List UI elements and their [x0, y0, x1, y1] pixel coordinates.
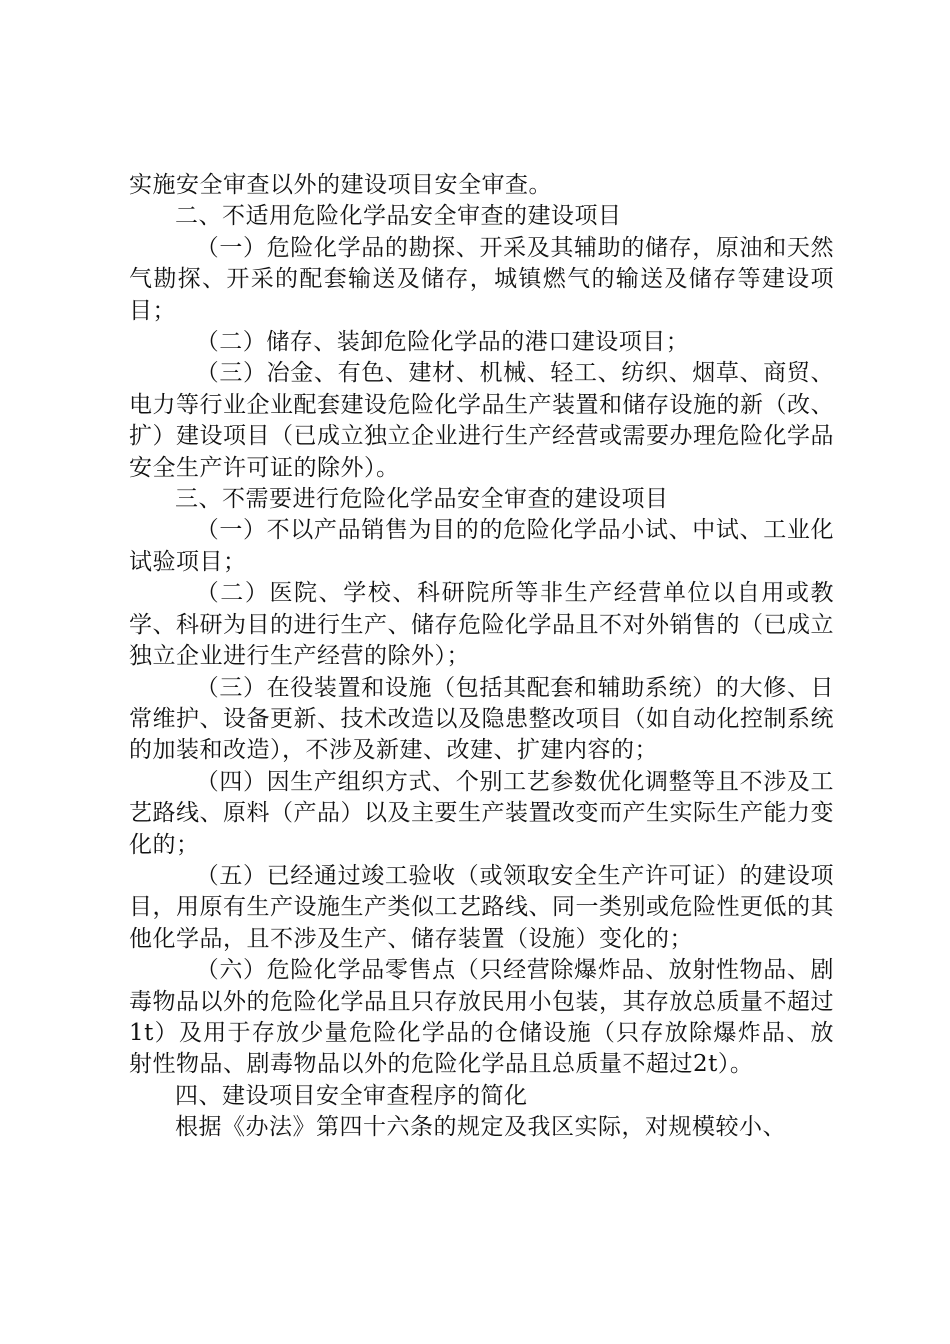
paragraph-4-body: 根据《办法》第四十六条的规定及我区实际，对规模较小、	[175, 1114, 786, 1141]
section-heading-4: 四、建设项目安全审查程序的简化	[175, 1082, 528, 1109]
list-item-2-3: （三）冶金、有色、建材、机械、轻工、纺织、烟草、商贸、电力等行业企业配套建设危险化学品生产装置和储存设施的新（改、扩）建设项目（已成立独立企业进行生产经营或需要办理危险化学品安全生产许可证的除外）。	[129, 360, 834, 481]
list-item-3-4: （四）因生产组织方式、个别工艺参数优化调整等且不涉及工艺路线、原料（产品）以及主要生产装置改变而产生实际生产能力变化的；	[129, 768, 834, 858]
list-item-3-6: （六）危险化学品零售点（只经营除爆炸品、放射性物品、剧毒物品以外的危险化学品且只存放民用小包装，其存放总质量不超过1t）及用于存放少量危险化学品的仓储设施（只存放除爆炸品、放射性物品、剧毒物品以外的危险化学品且总质量不超过2t）。	[129, 957, 834, 1078]
paragraph-1: 实施安全审查以外的建设项目安全审查。	[129, 172, 552, 198]
list-item-3-5: （五）已经通过竣工验收（或领取安全生产许可证）的建设项目，用原有生产设施生产类似工艺路线、同一类别或危险性更低的其他化学品，且不涉及生产、储存装置（设施）变化的；	[129, 862, 834, 952]
list-item-2-1: （一）危险化学品的勘探、开采及其辅助的储存，原油和天然气勘探、开采的配套输送及储存，城镇燃气的输送及储存等建设项目；	[129, 234, 834, 324]
list-item-2-2: （二）储存、装卸危险化学品的港口建设项目；	[195, 329, 690, 356]
list-item-3-3: （三）在役装置和设施（包括其配套和辅助系统）的大修、日常维护、设备更新、技术改造以及隐患整改项目（如自动化控制系统的加装和改造），不涉及新建、改建、扩建内容的；	[129, 674, 834, 764]
list-item-3-2: （二）医院、学校、科研院所等非生产经营单位以自用或教学、科研为目的进行生产、储存危险化学品且不对外销售的（已成立独立企业进行生产经营的除外）；	[129, 580, 834, 670]
section-heading-3: 三、不需要进行危险化学品安全审查的建设项目	[175, 486, 669, 513]
document-body	[129, 170, 834, 1144]
section-heading-2: 二、不适用危险化学品安全审查的建设项目	[175, 203, 622, 230]
list-item-3-1: （一）不以产品销售为目的的危险化学品小试、中试、工业化试验项目；	[129, 517, 834, 575]
